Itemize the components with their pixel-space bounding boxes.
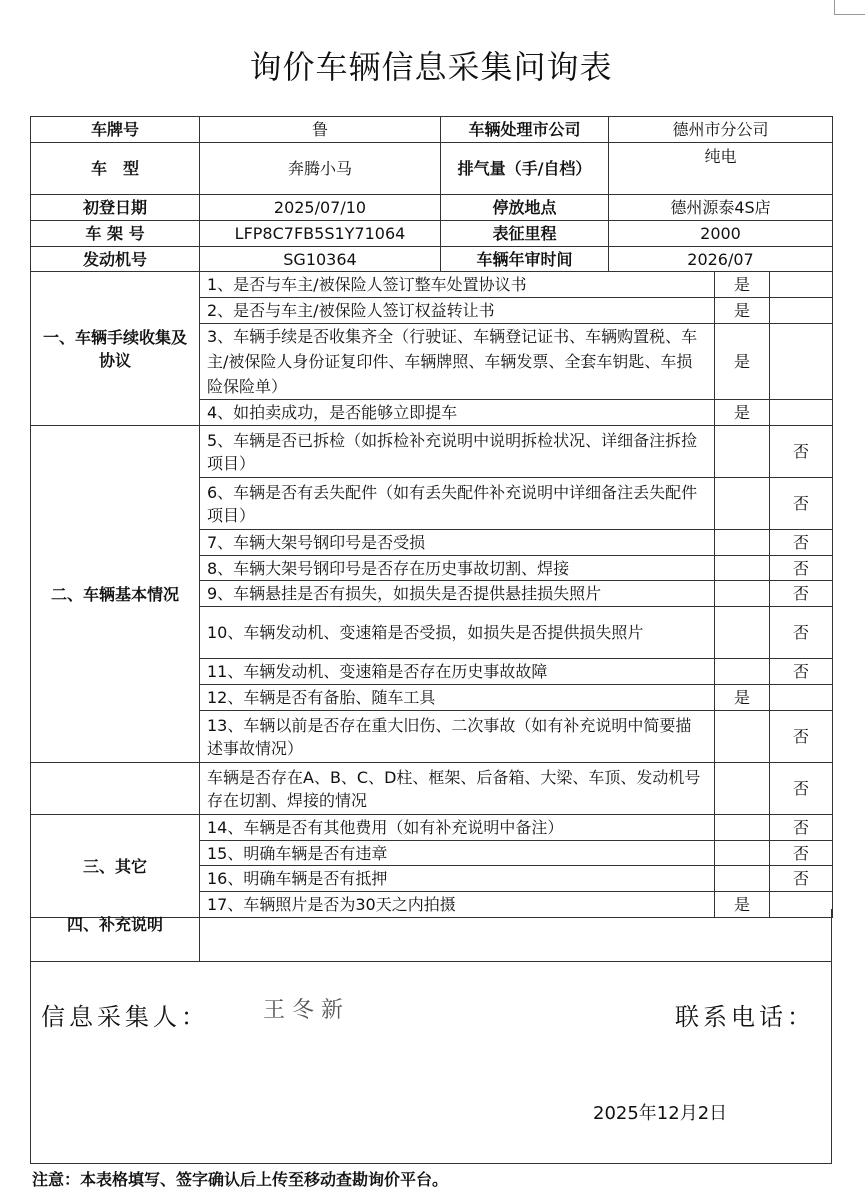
collector-label: 信息采集人：	[41, 1003, 209, 1031]
engine-value: SG10364	[200, 247, 441, 272]
answer-yes	[715, 581, 770, 607]
question-text: 车辆是否存在A、B、C、D柱、框架、后备箱、大梁、车顶、发动机号存在切割、焊接的情况	[200, 763, 715, 815]
answer-yes	[715, 815, 770, 841]
model-label: 车 型	[31, 143, 200, 195]
answer-no: 否	[770, 478, 833, 530]
inspection-value: 2026/07	[609, 247, 833, 272]
question-text: 12、车辆是否有备胎、随车工具	[200, 685, 715, 711]
reg-date-value: 2025/07/10	[200, 195, 441, 221]
info-row-reg-date	[31, 195, 833, 221]
question-row	[31, 763, 833, 815]
engine-label: 发动机号	[31, 247, 200, 272]
question-text: 10、车辆发动机、变速箱是否受损，如损失是否提供损失照片	[200, 607, 715, 659]
info-row-model	[31, 143, 833, 195]
displacement-label: 排气量（手/自档）	[441, 143, 609, 195]
signature-area	[30, 909, 832, 1164]
inquiry-form-table	[30, 116, 833, 918]
form-date: 2025年12月2日	[593, 1103, 728, 1124]
answer-no	[770, 272, 833, 298]
question-text: 4、如拍卖成功，是否能够立即提车	[200, 400, 715, 426]
info-row-vin	[31, 221, 833, 247]
mileage-label: 表征里程	[441, 221, 609, 247]
vin-value: LFP8C7FB5S1Y71064	[200, 221, 441, 247]
info-row-engine	[31, 247, 833, 272]
plate-label: 车牌号	[31, 117, 200, 143]
question-text: 15、明确车辆是否有违章	[200, 841, 715, 866]
city-company-label: 车辆处理市公司	[441, 117, 609, 143]
answer-no	[770, 685, 833, 711]
answer-yes	[715, 841, 770, 866]
answer-no: 否	[770, 530, 833, 556]
reg-date-label: 初登日期	[31, 195, 200, 221]
answer-no: 否	[770, 841, 833, 866]
question-text: 9、车辆悬挂是否有损失，如损失是否提供悬挂损失照片	[200, 581, 715, 607]
answer-no: 否	[770, 581, 833, 607]
location-label: 停放地点	[441, 195, 609, 221]
question-text: 14、车辆是否有其他费用（如有补充说明中备注）	[200, 815, 715, 841]
city-company-value: 德州市分公司	[609, 117, 833, 143]
phone-label: 联系电话：	[675, 1003, 815, 1031]
question-text: 3、车辆手续是否收集齐全（行驶证、车辆登记证书、车辆购置税、车主/被保险人身份证复印件、车辆牌照、车辆发票、全套车钥匙、车损险保险单）	[200, 324, 715, 400]
inspection-label: 车辆年审时间	[441, 247, 609, 272]
answer-no: 否	[770, 426, 833, 478]
question-text: 8、车辆大架号钢印号是否存在历史事故切割、焊接	[200, 556, 715, 581]
question-text: 1、是否与车主/被保险人签订整车处置协议书	[200, 272, 715, 298]
answer-no: 否	[770, 763, 833, 815]
question-text: 2、是否与车主/被保险人签订权益转让书	[200, 298, 715, 324]
answer-no	[770, 324, 833, 400]
plate-value: 鲁	[200, 117, 441, 143]
answer-yes: 是	[715, 298, 770, 324]
answer-no: 否	[770, 866, 833, 892]
answer-no	[770, 298, 833, 324]
answer-yes	[715, 556, 770, 581]
answer-yes	[715, 659, 770, 685]
mileage-value: 2000	[609, 221, 833, 247]
question-text: 5、车辆是否已拆检（如拆检补充说明中说明拆检状况、详细备注拆捡项目）	[200, 426, 715, 478]
collector-name: 王 冬 新	[263, 998, 343, 1023]
answer-no: 否	[770, 607, 833, 659]
answer-no: 否	[770, 815, 833, 841]
answer-yes	[715, 478, 770, 530]
answer-yes	[715, 607, 770, 659]
question-text: 13、车辆以前是否存在重大旧伤、二次事故（如有补充说明中简要描述事故情况）	[200, 711, 715, 763]
question-text: 16、明确车辆是否有抵押	[200, 866, 715, 892]
answer-yes: 是	[715, 685, 770, 711]
question-text: 7、车辆大架号钢印号是否受损	[200, 530, 715, 556]
question-row	[31, 426, 833, 478]
answer-no: 否	[770, 556, 833, 581]
page-title: 询价车辆信息采集问询表	[249, 48, 613, 86]
empty-section-cell	[31, 763, 200, 815]
answer-yes: 是	[715, 272, 770, 298]
info-row-plate	[31, 117, 833, 143]
answer-yes	[715, 530, 770, 556]
corner-mark	[834, 0, 865, 15]
question-row	[31, 272, 833, 298]
section-2-label: 二、车辆基本情况	[31, 426, 200, 763]
section-4-label: 四、补充说明	[31, 909, 200, 961]
answer-yes: 是	[715, 892, 770, 918]
model-value: 奔腾小马	[200, 143, 441, 195]
answer-yes	[715, 866, 770, 892]
vin-label: 车 架 号	[31, 221, 200, 247]
answer-yes	[715, 711, 770, 763]
section-3-label: 三、其它	[31, 815, 200, 918]
displacement-value: 纯电	[609, 143, 833, 195]
footer-note: 注意：本表格填写、签字确认后上传至移动查勘询价平台。	[32, 1170, 449, 1189]
answer-yes	[715, 763, 770, 815]
supplement-row	[31, 909, 831, 962]
answer-no: 否	[770, 659, 833, 685]
location-value: 德州源泰4S店	[609, 195, 833, 221]
question-text: 6、车辆是否有丢失配件（如有丢失配件补充说明中详细备注丢失配件项目）	[200, 478, 715, 530]
section-1-label: 一、车辆手续收集及协议	[31, 272, 200, 426]
answer-no: 否	[770, 711, 833, 763]
question-text: 17、车辆照片是否为30天之内拍摄	[200, 892, 715, 918]
question-row	[31, 815, 833, 841]
answer-yes	[715, 426, 770, 478]
question-text: 11、车辆发动机、变速箱是否存在历史事故故障	[200, 659, 715, 685]
answer-no	[770, 400, 833, 426]
answer-yes: 是	[715, 324, 770, 400]
answer-yes: 是	[715, 400, 770, 426]
